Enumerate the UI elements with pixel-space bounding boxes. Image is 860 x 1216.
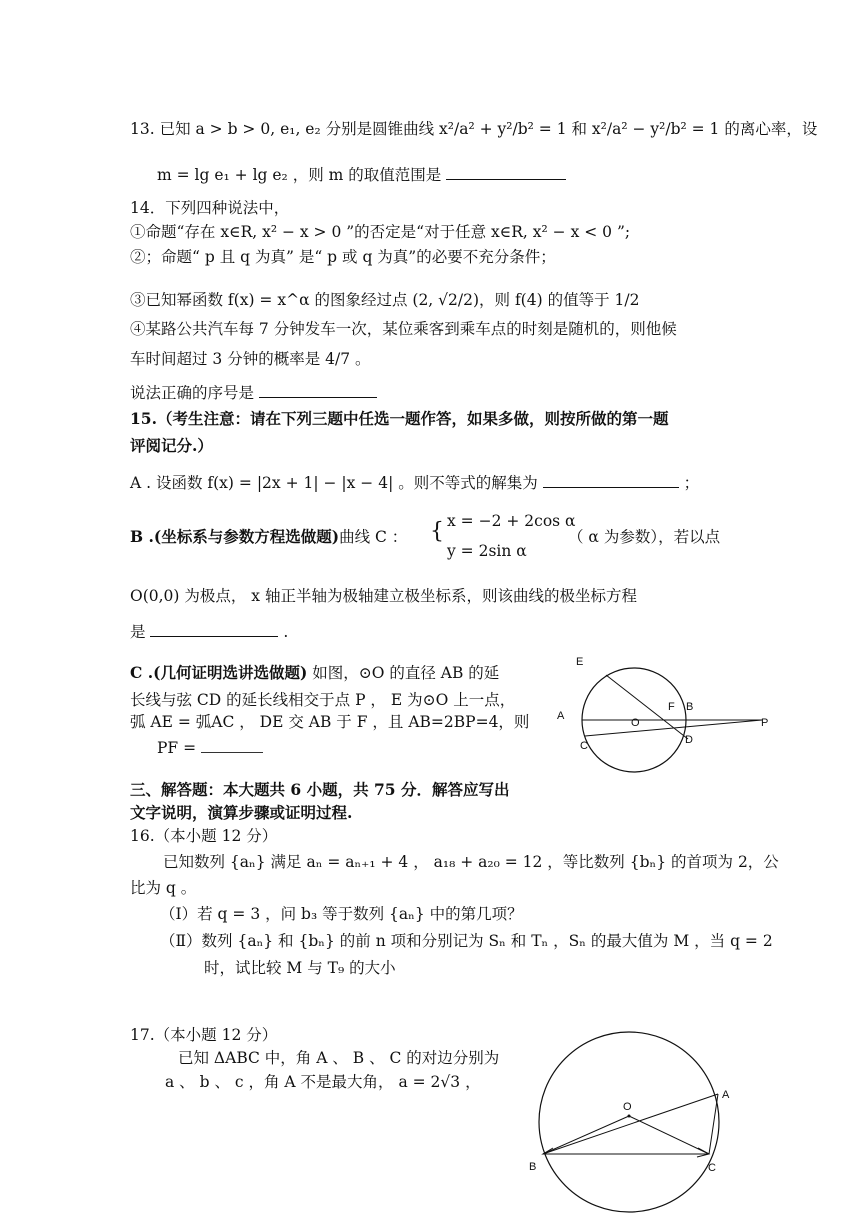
q16-line2: 比为 q 。 bbox=[130, 879, 197, 897]
q15-note-2: 评阅记分.） bbox=[130, 436, 213, 455]
q15-part-a-end: ； bbox=[683, 474, 700, 492]
q14-answer-label: 说法正确的序号是 bbox=[130, 384, 255, 402]
segment-oc bbox=[629, 1116, 709, 1154]
q15-brace: { bbox=[430, 519, 444, 544]
q15-part-b-line3 bbox=[130, 620, 288, 643]
q14-statement-4b: 车时间超过 3 分钟的概率是 4/7 。 bbox=[130, 350, 371, 368]
q15-part-c-line2: 长线与弦 CD 的延长线相交于点 P ， E 为⊙O 上一点， bbox=[130, 691, 516, 709]
section-3-heading-2: 文字说明，演算步骤或证明过程. bbox=[130, 803, 353, 822]
fig17-label-c: C bbox=[708, 1162, 716, 1174]
q15-part-b-param: （ α 为参数），若以点 bbox=[568, 528, 721, 546]
q14-answer-line bbox=[130, 381, 377, 404]
q15-part-a-blank[interactable] bbox=[543, 471, 679, 488]
q15-part-b-end: . bbox=[283, 623, 289, 641]
fig17-label-o: O bbox=[623, 1101, 632, 1113]
fig15-label-b: B bbox=[686, 701, 694, 713]
q16-part-2a: （Ⅱ）数列 {aₙ} 和 {bₙ} 的前 n 项和分别记为 Sₙ 和 Tₙ ，Sₙ 的最大值为 M ，当 q = 2 bbox=[160, 932, 773, 950]
q16-part-2b: 时，试比较 M 与 T₉ 的大小 bbox=[204, 959, 396, 977]
fig15-label-f: F bbox=[668, 701, 675, 713]
q15-part-b-eq2: y = 2sin α bbox=[447, 542, 527, 560]
segment-ob bbox=[543, 1116, 629, 1154]
q15-part-b-blank[interactable] bbox=[150, 620, 278, 637]
fig15-label-c: C bbox=[580, 740, 588, 752]
line-ed bbox=[606, 675, 688, 739]
q13-line2-text: m = lg e₁ + lg e₂ ，则 m 的取值范围是 bbox=[157, 166, 442, 184]
center-point bbox=[628, 1115, 631, 1118]
q14-answer-blank[interactable] bbox=[259, 381, 377, 398]
q15-part-a bbox=[130, 471, 699, 494]
q17-line2: a 、 b 、 c ，角 A 不是最大角， a = 2√3 ， bbox=[165, 1073, 481, 1091]
q15-part-b-text: 曲线 C ： bbox=[339, 528, 408, 546]
fig17-label-a: A bbox=[722, 1089, 730, 1101]
q15-part-c-answer-label: PF = bbox=[157, 739, 197, 757]
fig17-label-b: B bbox=[529, 1161, 537, 1173]
q15-part-c-label: C .(几何证明选讲选做题) bbox=[130, 663, 308, 682]
q15-part-b-line2: O(0,0) 为极点， x 轴正半轴为极轴建立极坐标系，则该曲线的极坐标方程 bbox=[130, 587, 637, 605]
fig15-label-o: O bbox=[631, 717, 640, 729]
q14-statement-3: ③已知幂函数 f(x) = x^α 的图象经过点 (2, √2/2)，则 f(4) 的值等于 1/2 bbox=[130, 291, 640, 309]
q15-part-b-line1 bbox=[130, 526, 407, 548]
q17-line1: 已知 ΔABC 中，角 A 、 B 、 C 的对边分别为 bbox=[178, 1049, 500, 1067]
fig15-label-p: P bbox=[761, 717, 769, 729]
q15-part-c-line3: 弧 AE = 弧AC ， DE 交 AB 于 F ，且 AB=2BP=4，则 bbox=[130, 713, 530, 731]
line-cp bbox=[585, 720, 762, 736]
q15-part-b-label: B .(坐标系与参数方程选做题) bbox=[130, 527, 340, 546]
q17-title: 17.（本小题 12 分） bbox=[130, 1026, 278, 1044]
circumcircle bbox=[539, 1032, 719, 1212]
q13-answer-blank[interactable] bbox=[446, 163, 566, 180]
q14-statement-2: ②；命题“ p 且 q 为真” 是“ p 或 q 为真”的必要不充分条件； bbox=[130, 248, 556, 266]
q16-title: 16.（本小题 12 分） bbox=[130, 827, 278, 845]
q14-statement-4a: ④某路公共汽车每 7 分钟发车一次，某位乘客到乘车点的时刻是随机的，则他候 bbox=[130, 320, 677, 338]
q15-part-b-eq1: x = −2 + 2cos α bbox=[447, 512, 576, 530]
q15-part-c-line4 bbox=[157, 736, 263, 759]
q16-line1: 已知数列 {aₙ} 满足 aₙ = aₙ₊₁ + 4 ， a₁₈ + a₂₀ = 12 ，等比数列 {bₙ} 的首项为 2，公 bbox=[163, 853, 779, 871]
circle-figure-17 bbox=[525, 1030, 745, 1214]
q15-part-c-blank[interactable] bbox=[201, 736, 263, 753]
q13-line1: 13. 已知 a > b > 0, e₁, e₂ 分别是圆锥曲线 x²/a² + y²/b² = 1 和 x²/a² − y²/b² = 1 的离心率，设 bbox=[130, 120, 818, 138]
q15-note-1: 15.（考生注意：请在下列三题中任选一题作答，如果多做，则按所做的第一题 bbox=[130, 409, 669, 428]
side-ac bbox=[709, 1094, 718, 1154]
fig15-label-e: E bbox=[576, 656, 584, 668]
circle-figure-15c bbox=[552, 648, 777, 778]
q14-statement-1: ①命题“存在 x∈R, x² − x > 0 ”的否定是“对于任意 x∈R, x² − x < 0 ”; bbox=[130, 223, 631, 241]
q14-title: 14．下列四种说法中， bbox=[130, 199, 290, 217]
q15-part-c-text: 如图，⊙O 的直径 AB 的延 bbox=[307, 664, 500, 682]
fig15-label-a: A bbox=[557, 710, 565, 722]
q16-part-1: （Ⅰ）若 q = 3 ，问 b₃ 等于数列 {aₙ} 中的第几项？ bbox=[160, 905, 523, 923]
section-3-heading-1: 三、解答题：本大题共 6 小题，共 75 分．解答应写出 bbox=[130, 780, 510, 799]
q15-part-c-line1 bbox=[130, 662, 499, 684]
q15-part-b-line3-text: 是 bbox=[130, 623, 146, 641]
q15-part-a-text: A . 设函数 f(x) = |2x + 1| − |x − 4| 。则不等式的解集为 bbox=[130, 474, 538, 492]
fig15-label-d: D bbox=[685, 734, 693, 746]
q13-line2 bbox=[157, 163, 566, 186]
